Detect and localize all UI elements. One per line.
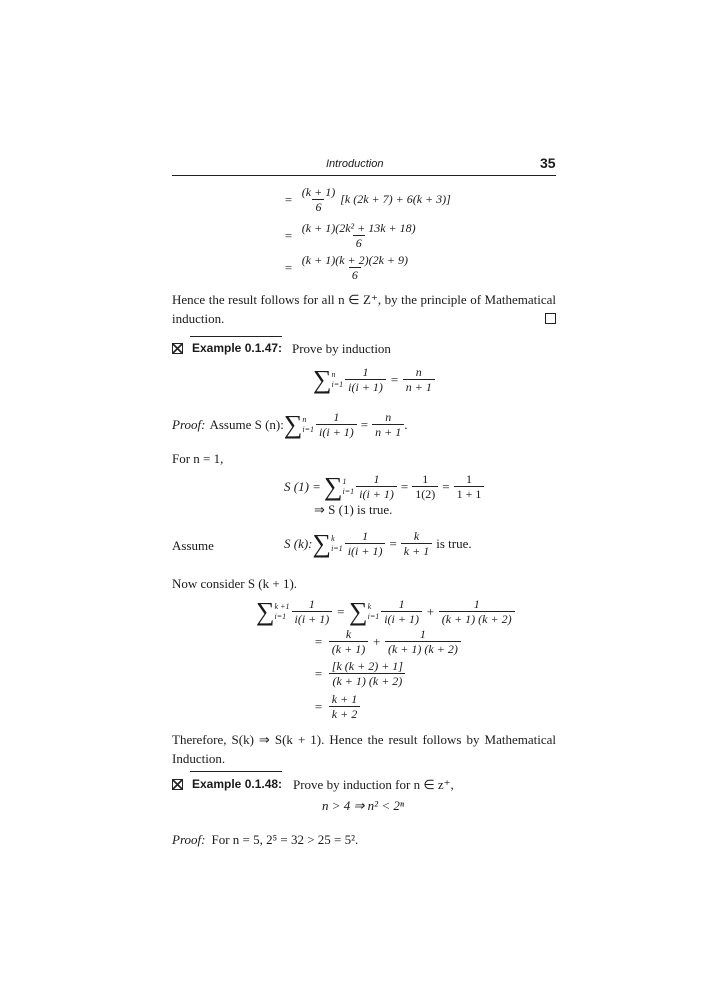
- sum-limits: [331, 534, 343, 554]
- is-true-text: is true.: [436, 535, 472, 551]
- sum-limits: [275, 602, 290, 622]
- derivation-line-1: [284, 185, 451, 214]
- numerator: (k + 1): [301, 185, 336, 199]
- sum-limits: [302, 415, 314, 435]
- numerator: (k + 1)(k + 2)(2k + 9): [301, 253, 409, 267]
- period: .: [404, 416, 408, 432]
- example-cross-icon: [172, 779, 183, 790]
- s1-lhs: S (1) =: [284, 478, 321, 494]
- example-label: Example 0.1.48:: [192, 777, 283, 791]
- sum-lower: i=1: [342, 486, 355, 496]
- denominator: 1(2): [412, 486, 438, 501]
- proof-label: Proof:: [172, 832, 206, 847]
- equals-sign: =: [284, 191, 293, 207]
- page-number: 35: [540, 155, 556, 171]
- denominator: i(i + 1): [345, 379, 386, 394]
- numerator: k: [413, 529, 420, 543]
- therefore-line-2: Induction.: [172, 751, 226, 766]
- equals-sign: =: [314, 633, 323, 649]
- k1-step-2: [314, 627, 461, 656]
- fraction: [401, 529, 432, 558]
- sum-limits: [342, 477, 354, 497]
- fraction: [299, 221, 419, 250]
- denominator: i(i + 1): [316, 424, 357, 439]
- fraction: [316, 410, 357, 439]
- assume-label: Assume: [172, 538, 214, 553]
- sum-upper: 1: [342, 476, 347, 486]
- proof-line: [172, 832, 358, 848]
- proof-label: Proof:: [172, 416, 206, 432]
- denominator: 6: [312, 199, 324, 214]
- statement-formula: [313, 365, 435, 394]
- example-label: Example 0.1.47:: [192, 341, 283, 355]
- denominator: i(i + 1): [356, 486, 397, 501]
- numerator: 1: [373, 472, 380, 486]
- sum-lower: i=1: [331, 543, 343, 553]
- example-statement: Prove by induction: [292, 341, 391, 356]
- fraction: [299, 253, 411, 282]
- numerator: 1: [465, 472, 472, 486]
- proof-assume-line: [172, 410, 408, 439]
- numerator: n: [385, 410, 392, 424]
- fraction: [403, 365, 435, 394]
- fraction: [439, 597, 515, 626]
- denominator: i(i + 1): [345, 543, 386, 558]
- equals-sign: =: [400, 478, 409, 494]
- equals-sign: =: [389, 371, 399, 387]
- fraction: [329, 692, 360, 721]
- numerator: k: [345, 627, 352, 641]
- numerator: 1: [398, 597, 405, 611]
- numerator: 1: [422, 472, 429, 486]
- numerator: k + 1: [331, 692, 358, 706]
- sum-lower: i=1: [331, 379, 344, 389]
- sum-lower: i=1: [302, 424, 315, 434]
- sum-limits: [368, 602, 380, 622]
- fraction: [454, 472, 485, 501]
- sum-upper: n: [302, 414, 307, 424]
- sum-lower: i=1: [274, 611, 287, 621]
- now-consider-text: Now consider S (k + 1).: [172, 576, 298, 591]
- denominator: 6: [353, 235, 365, 250]
- header-rule: [172, 175, 556, 176]
- equals-sign: =: [336, 603, 346, 619]
- example-rule: [190, 336, 282, 337]
- denominator: k + 1: [401, 543, 432, 558]
- assume-text: Assume S (n):: [209, 416, 284, 432]
- conclusion-line-1: Hence the result follows for all n ∈ Z⁺, by the principle of Mathematical: [172, 292, 556, 307]
- sigma-symbol: ∑: [283, 409, 303, 439]
- fraction: [299, 185, 338, 214]
- denominator: 1 + 1: [454, 486, 485, 501]
- denominator: n + 1: [372, 424, 404, 439]
- sum-limits: [332, 370, 344, 390]
- fraction: [345, 365, 386, 394]
- example-rule: [190, 771, 282, 772]
- numerator: 1: [473, 597, 480, 611]
- numerator: 1: [308, 597, 315, 611]
- denominator: i(i + 1): [292, 611, 333, 626]
- numerator: [k (k + 2) + 1]: [331, 659, 403, 673]
- denominator: (k + 1) (k + 2): [329, 673, 405, 688]
- sk-formula: [284, 529, 472, 558]
- fraction: [412, 472, 438, 501]
- sigma-symbol: ∑: [349, 596, 368, 626]
- plus-sign: +: [372, 633, 381, 649]
- header-title: Introduction: [326, 158, 384, 170]
- sum-upper: n: [331, 369, 336, 379]
- numerator: n: [415, 365, 422, 379]
- sum-upper: k: [331, 533, 335, 543]
- denominator: n + 1: [403, 379, 435, 394]
- equals-sign: =: [442, 478, 450, 494]
- numerator: 1: [362, 365, 369, 379]
- equals-sign: =: [284, 259, 293, 275]
- derivation-line-2: [284, 221, 419, 250]
- fraction: [345, 529, 386, 558]
- equals-sign: =: [389, 535, 397, 551]
- denominator: k + 2: [329, 706, 360, 721]
- numerator: 1: [362, 529, 369, 543]
- conclusion-line-2: induction.: [172, 311, 225, 326]
- proof-text: For n = 5, 2⁵ = 32 > 25 = 5².: [211, 832, 359, 847]
- denominator: i(i + 1): [381, 611, 422, 626]
- factor: [k (2k + 7) + 6(k + 3)]: [340, 192, 451, 206]
- k1-step-3: [314, 659, 406, 688]
- denominator: (k + 1) (k + 2): [439, 611, 515, 626]
- s1-true-text: ⇒ S (1) is true.: [314, 502, 393, 517]
- s1-formula: [284, 472, 484, 501]
- derivation-line-3: [284, 253, 411, 282]
- fraction: [385, 627, 461, 656]
- sigma-symbol: ∑: [313, 364, 332, 394]
- fraction: [356, 472, 397, 501]
- k1-formula: [256, 597, 515, 626]
- equals-sign: =: [284, 227, 293, 243]
- sigma-symbol: ∑: [323, 471, 343, 501]
- equals-sign: =: [314, 698, 323, 714]
- denominator: (k + 1): [329, 641, 368, 656]
- qed-square-icon: [545, 313, 556, 324]
- sum-lower: i=1: [367, 611, 380, 621]
- sk-lhs: S (k):: [284, 535, 313, 551]
- numerator: 1: [333, 410, 340, 424]
- fraction: [381, 597, 422, 626]
- equals-sign: =: [360, 416, 369, 432]
- example-statement: Prove by induction for n ∈ z⁺,: [293, 777, 454, 792]
- plus-sign: +: [425, 603, 435, 619]
- fraction: [292, 597, 333, 626]
- sum-upper: k: [367, 601, 372, 611]
- sigma-symbol: ∑: [312, 528, 332, 558]
- therefore-line-1: Therefore, S(k) ⇒ S(k + 1). Hence the result follows by Mathematical: [172, 732, 556, 747]
- example-cross-icon: [172, 343, 183, 354]
- numerator: (k + 1)(2k² + 13k + 18): [301, 221, 416, 235]
- sum-upper: k +1: [274, 601, 290, 611]
- fraction: [329, 659, 406, 688]
- denominator: (k + 1) (k + 2): [385, 641, 461, 656]
- k1-step-4: [314, 692, 360, 721]
- claim-formula: n > 4 ⇒ n² < 2ⁿ: [322, 798, 404, 813]
- sigma-symbol: ∑: [256, 596, 275, 626]
- numerator: 1: [419, 627, 426, 641]
- for-n1-text: For n = 1,: [172, 451, 224, 466]
- fraction: [329, 627, 368, 656]
- fraction: [372, 410, 404, 439]
- denominator: 6: [349, 267, 361, 282]
- equals-sign: =: [314, 665, 323, 681]
